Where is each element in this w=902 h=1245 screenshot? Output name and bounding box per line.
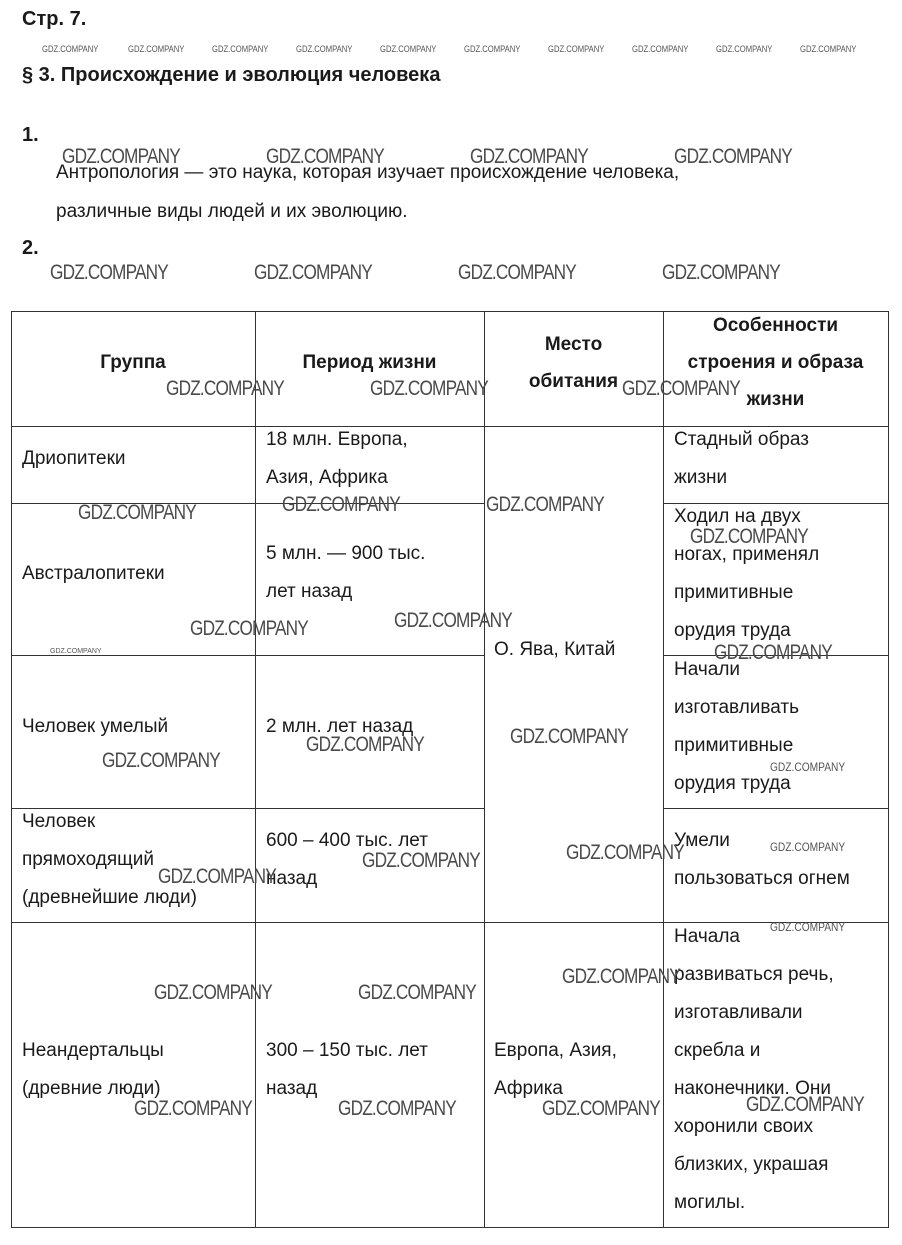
row-5-features: Начала развиваться речь, изготавливали скребла и наконечники. Они хоронили своих близких, украшая могилы.: [674, 926, 834, 1213]
watermark: GDZ.COMPANY: [746, 1093, 864, 1116]
watermark: GDZ.COMPANY: [50, 648, 102, 655]
watermark: GDZ.COMPANY: [770, 840, 846, 854]
watermark: GDZ.COMPANY: [42, 44, 99, 54]
section-title: § 3. Происхождение и эволюция человека: [22, 64, 441, 86]
row-5-period: 300 – 150 тыс. лет назад: [266, 1040, 428, 1099]
watermark: GDZ.COMPANY: [102, 749, 220, 772]
row-1-period: 18 млн. Европа, Азия, Африка: [266, 429, 408, 488]
header-period: Период жизни: [302, 352, 437, 373]
watermark: GDZ.COMPANY: [212, 44, 269, 54]
page-label: Стр. 7.: [22, 8, 87, 30]
header-habitat: Место обитания: [528, 334, 619, 392]
watermark: GDZ.COMPANY: [662, 261, 780, 284]
watermark: GDZ.COMPANY: [800, 44, 857, 54]
question-1-number: 1.: [22, 124, 39, 146]
watermark: GDZ.COMPANY: [486, 493, 604, 516]
watermark: GDZ.COMPANY: [358, 981, 476, 1004]
watermark: GDZ.COMPANY: [158, 865, 276, 888]
row-2-features: Ходил на двух ногах, применял примитивные орудия труда: [674, 506, 820, 641]
question-2-number: 2.: [22, 237, 39, 259]
watermark: GDZ.COMPANY: [254, 261, 372, 284]
row-3-features: Начали изготавливать примитивные орудия труда: [674, 659, 800, 794]
watermark: GDZ.COMPANY: [394, 609, 512, 632]
watermark: GDZ.COMPANY: [562, 965, 680, 988]
watermark: GDZ.COMPANY: [622, 377, 740, 400]
watermark: GDZ.COMPANY: [690, 525, 808, 548]
watermark: GDZ.COMPANY: [716, 44, 773, 54]
row-3-period: 2 млн. лет назад: [266, 716, 414, 737]
watermark: GDZ.COMPANY: [296, 44, 353, 54]
watermark: GDZ.COMPANY: [542, 1097, 660, 1120]
watermark: GDZ.COMPANY: [166, 377, 284, 400]
row-5-habitat: Европа, Азия, Африка: [494, 1040, 617, 1099]
watermark: GDZ.COMPANY: [62, 145, 180, 168]
watermark: GDZ.COMPANY: [470, 145, 588, 168]
row-2-period: 5 млн. — 900 тыс. лет назад: [266, 543, 426, 602]
watermark: GDZ.COMPANY: [190, 617, 308, 640]
row-4-group: Человек прямоходящий (древнейшие люди): [22, 811, 197, 908]
watermark: GDZ.COMPANY: [548, 44, 605, 54]
watermark: GDZ.COMPANY: [464, 44, 521, 54]
question-1-answer-line-1: Антропология — это наука, которая изучает происхождение человека,: [56, 162, 680, 183]
watermark: GDZ.COMPANY: [306, 733, 424, 756]
watermark: GDZ.COMPANY: [134, 1097, 252, 1120]
row-1-features: Стадный образ жизни: [674, 429, 809, 488]
watermark: GDZ.COMPANY: [338, 1097, 456, 1120]
row-2-group: Австралопитеки: [22, 563, 165, 584]
watermark: GDZ.COMPANY: [78, 501, 196, 524]
watermark: GDZ.COMPANY: [154, 981, 272, 1004]
question-1-answer-line-2: различные виды людей и их эволюцию.: [56, 201, 408, 222]
watermark: GDZ.COMPANY: [266, 145, 384, 168]
row-3-group: Человек умелый: [22, 716, 169, 737]
row-4-period: 600 – 400 тыс. лет назад: [266, 830, 428, 889]
watermark: GDZ.COMPANY: [510, 725, 628, 748]
row-5-group: Неандертальцы (древние люди): [22, 1040, 164, 1099]
row-4-features: Умели пользоваться огнем: [674, 830, 850, 889]
watermark: GDZ.COMPANY: [566, 841, 684, 864]
watermark: GDZ.COMPANY: [714, 641, 832, 664]
header-group: Группа: [100, 352, 166, 373]
watermark: GDZ.COMPANY: [380, 44, 437, 54]
watermark: GDZ.COMPANY: [458, 261, 576, 284]
watermark: GDZ.COMPANY: [674, 145, 792, 168]
watermark: GDZ.COMPANY: [370, 377, 488, 400]
watermark: GDZ.COMPANY: [632, 44, 689, 54]
row-1-group: Дриопитеки: [22, 448, 126, 469]
watermark: GDZ.COMPANY: [282, 493, 400, 516]
watermark: GDZ.COMPANY: [50, 261, 168, 284]
watermark: GDZ.COMPANY: [770, 760, 846, 774]
watermark: GDZ.COMPANY: [128, 44, 185, 54]
merged-habitat: О. Ява, Китай: [494, 639, 616, 660]
watermark: GDZ.COMPANY: [770, 920, 846, 934]
watermark: GDZ.COMPANY: [362, 849, 480, 872]
header-features: Особенности строения и образа жизни: [687, 315, 864, 410]
